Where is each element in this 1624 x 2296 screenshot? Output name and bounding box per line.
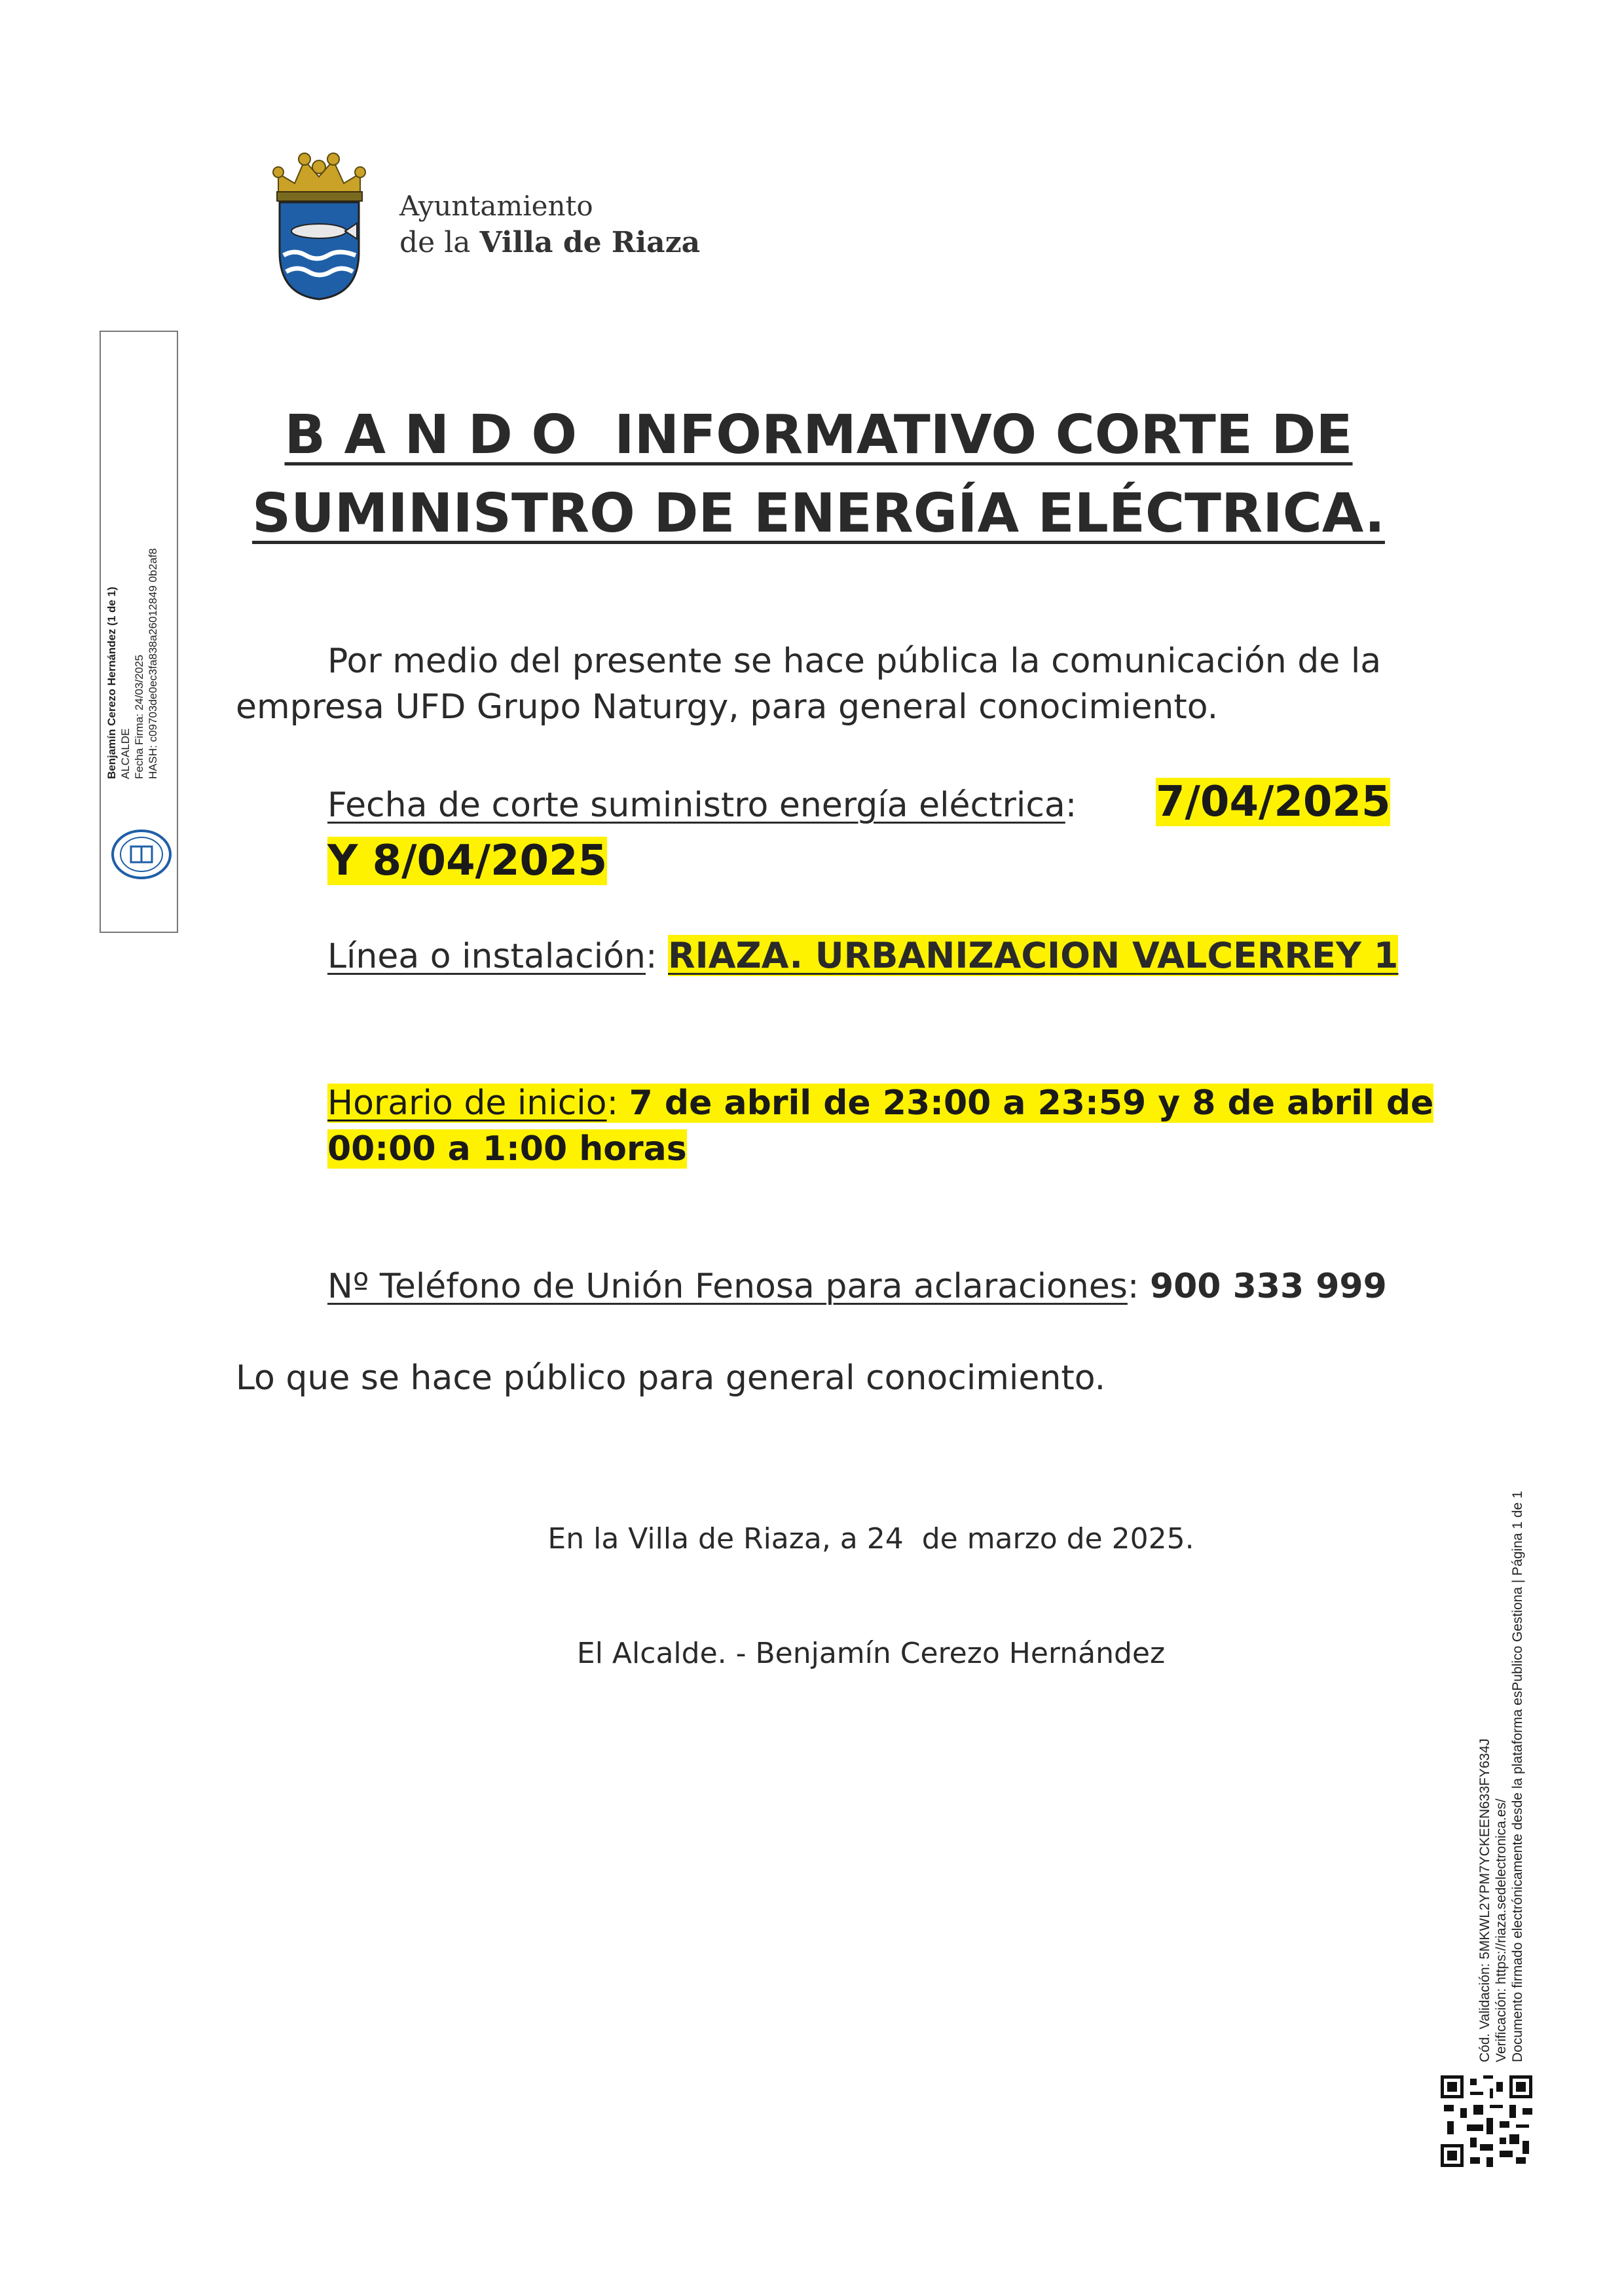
horario-value: 7 de abril de 23:00 a 23:59 y 8 de abril de 00:00 a 1:00 horas [327, 1084, 1434, 1169]
place-date: En la Villa de Riaza, a 24 de marzo de 2025. [547, 1522, 1194, 1556]
title-line1: B A N D O INFORMATIVO CORTE DE [284, 404, 1353, 466]
signature-info [105, 478, 160, 779]
validation-note: Documento firmado electrónicamente desde la plataforma esPublico Gestiona | Página 1 de 1 [1510, 1491, 1525, 2062]
crest-logo [265, 147, 373, 301]
document-title [196, 396, 1441, 553]
linea-row: Línea o instalación: RIAZA. URBANIZACION VALCERREY 1 [327, 935, 1399, 976]
horario-row: Horario de inicio: 7 de abril de 23:00 a 23:59 y 8 de abril de 00:00 a 1:00 horas [327, 1084, 1434, 1169]
telefono-row: Nº Teléfono de Unión Fenosa para aclaraciones: 900 333 999 [327, 1267, 1387, 1306]
fecha-label: Fecha de corte suministro energía eléctrica [327, 786, 1065, 825]
signer-name: Benjamín Cerezo Hernández (1 de 1) [105, 587, 118, 779]
closing-text: Lo que se hace público para general conocimiento. [236, 1358, 1106, 1398]
fecha-value-1: 7/04/2025 [1156, 778, 1391, 826]
signer-role: ALCALDE [119, 728, 132, 779]
horario-label: Horario de inicio [327, 1084, 607, 1123]
linea-value: RIAZA. URBANIZACION VALCERREY 1 [668, 935, 1399, 976]
signature-hash: HASH: c09703de0ec3fa838a26012849 0b2af8 [147, 548, 159, 779]
org-name: Villa de Riaza [479, 226, 701, 259]
signature-date: Fecha Firma: 24/03/2025 [133, 655, 145, 779]
seal-icon [110, 828, 173, 881]
intro-text: Por medio del presente se hace pública la comunicación de la empresa UFD Grupo Naturgy, para general conocimiento. [236, 642, 1382, 727]
intro-paragraph [236, 638, 1434, 730]
linea-label: Línea o instalación [327, 937, 646, 976]
qr-code-icon [1441, 2075, 1532, 2167]
signer-line: El Alcalde. - Benjamín Cerezo Hernández [576, 1637, 1166, 1670]
org-name-line1: Ayuntamiento [399, 190, 593, 222]
fecha-value-2: Y 8/04/2025 [327, 837, 608, 885]
fecha-row: Fecha de corte suministro energía eléctrica: [327, 786, 1077, 825]
validation-code: Cód. Validación: 5MKWL2YPM7YCKEEN633FY634J [1477, 1738, 1492, 2062]
org-prefix: de la [399, 226, 480, 259]
org-name-line2 [399, 226, 700, 259]
telefono-label: Nº Teléfono de Unión Fenosa para aclaraciones [327, 1267, 1128, 1306]
validation-info [1477, 1408, 1526, 2062]
title-line2: SUMINISTRO DE ENERGÍA ELÉCTRICA. [252, 483, 1385, 545]
validation-url: Verificación: https://riaza.sedelectronica.es/ [1494, 1798, 1509, 2062]
telefono-value: 900 333 999 [1149, 1267, 1387, 1306]
